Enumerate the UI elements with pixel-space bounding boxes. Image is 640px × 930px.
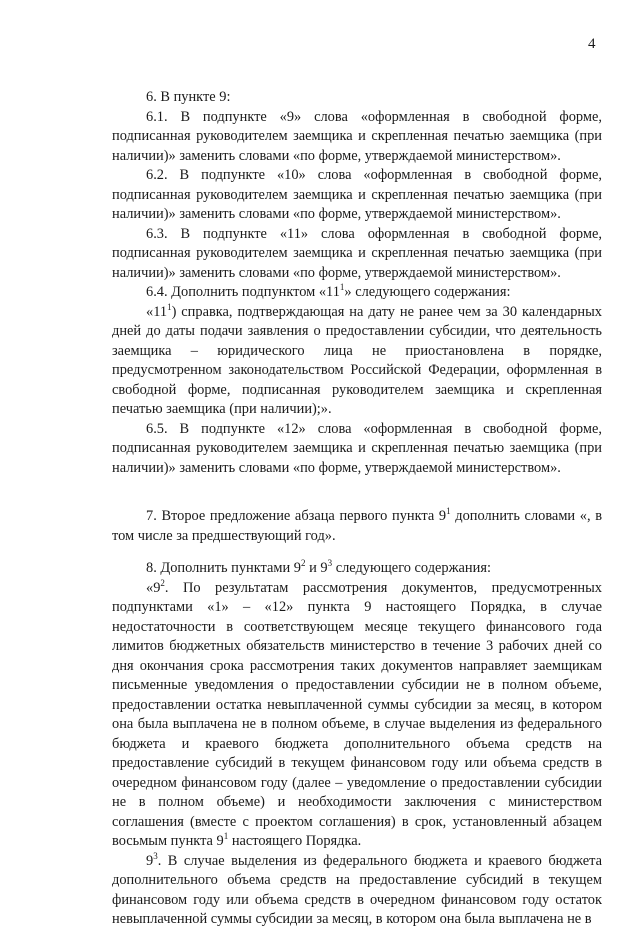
quote-9-3: $9^3$. В случае выделения из федерального бюджета и краевого бюджета дополнительного объема средств на предоставление субсидий в текущем финансовом году или объема средств в очередном финансовом году остаток невыплаченной суммы субсидии за месяц, в котором она была выплачена не в <box>112 850 602 927</box>
item-8: 8. Дополнить пунктами $9^2$ и $9^3$ следующего содержания: <box>146 558 491 576</box>
item-6-1: 6.1. В подпункте «9» слова «оформленная в свободной форме, подписанная руководителем заемщика и скрепленная печатью заемщика (при наличии)» заменить словами «по форме, утверждаемой министерством». <box>112 108 602 164</box>
item-6-5: 6.5. В подпункте «12» слова «оформленная в свободной форме, подписанная руководителем заемщика и скрепленная печатью заемщика (при наличии)» заменить словами «по форме, утверждаемой министерством». <box>112 420 602 476</box>
quote-11-1: «$11^1$) справка, подтверждающая на дату не ранее чем за 30 календарных дней до даты подачи заявления о предоставлении субсидии, что деятельность заемщика – юридического лица не приостановлена в порядке, предусмотренном законодательством Российской Федерации, оформленная в свободной форме, подписанная руководителем заемщика и скрепленная печатью заемщика (при наличии);». <box>112 301 602 417</box>
item-6-2: 6.2. В подпункте «10» слова «оформленная в свободной форме, подписанная руководителем заемщика и скрепленная печатью заемщика (при наличии)» заменить словами «по форме, утверждаемой министерством». <box>112 167 602 222</box>
item-6-3: 6.3. В подпункте «11» слова оформленная в свободной форме, подписанная руководителем заемщика и скрепленная печатью заемщика (при наличии)» заменить словами «по форме, утверждаемой министерством». <box>112 225 602 281</box>
item-6-heading: 6. В пункте 9: <box>146 89 231 105</box>
quote-9-2: «$9^2$. По результатам рассмотрения документов, предусмотренных подпунктами «1» – «12» пункта 9 настоящего Порядка, в случае недостаточности в соответствующем месяце текущего финансового года лимитов бюджетных обязательств министерство в течение 3 рабочих дней со дня окончания срока рассмотрения таких документов направляет заемщикам письменные уведомления о предоставлении субсидии не в полном объеме, предоставлении остатка невыплаченной суммы субсидии за месяц, в котором она была выплачена не в полном объеме, в случае выделения из федерального бюджета и краевого бюджета дополнительного объема средств на предоставление субсидий в текущем финансовом году или объема средств в очередном финансовом году (далее – уведомление о предоставлении субсидии не в полном объеме) и необходимости заключения с министерством соглашения (вместе с проектом соглашения) в срок, установленный абзацем восьмым пункта $9^1$ настоящего Порядка. <box>112 577 602 849</box>
item-7: 7. Второе предложение абзаца первого пункта $9^1$ дополнить словами «, в том числе за предшествующий год». <box>112 506 602 544</box>
item-6-4: 6.4. Дополнить подпунктом «$11^1$» следующего содержания: <box>146 282 511 300</box>
document-body <box>112 88 602 930</box>
page-number: 4 <box>588 36 596 52</box>
